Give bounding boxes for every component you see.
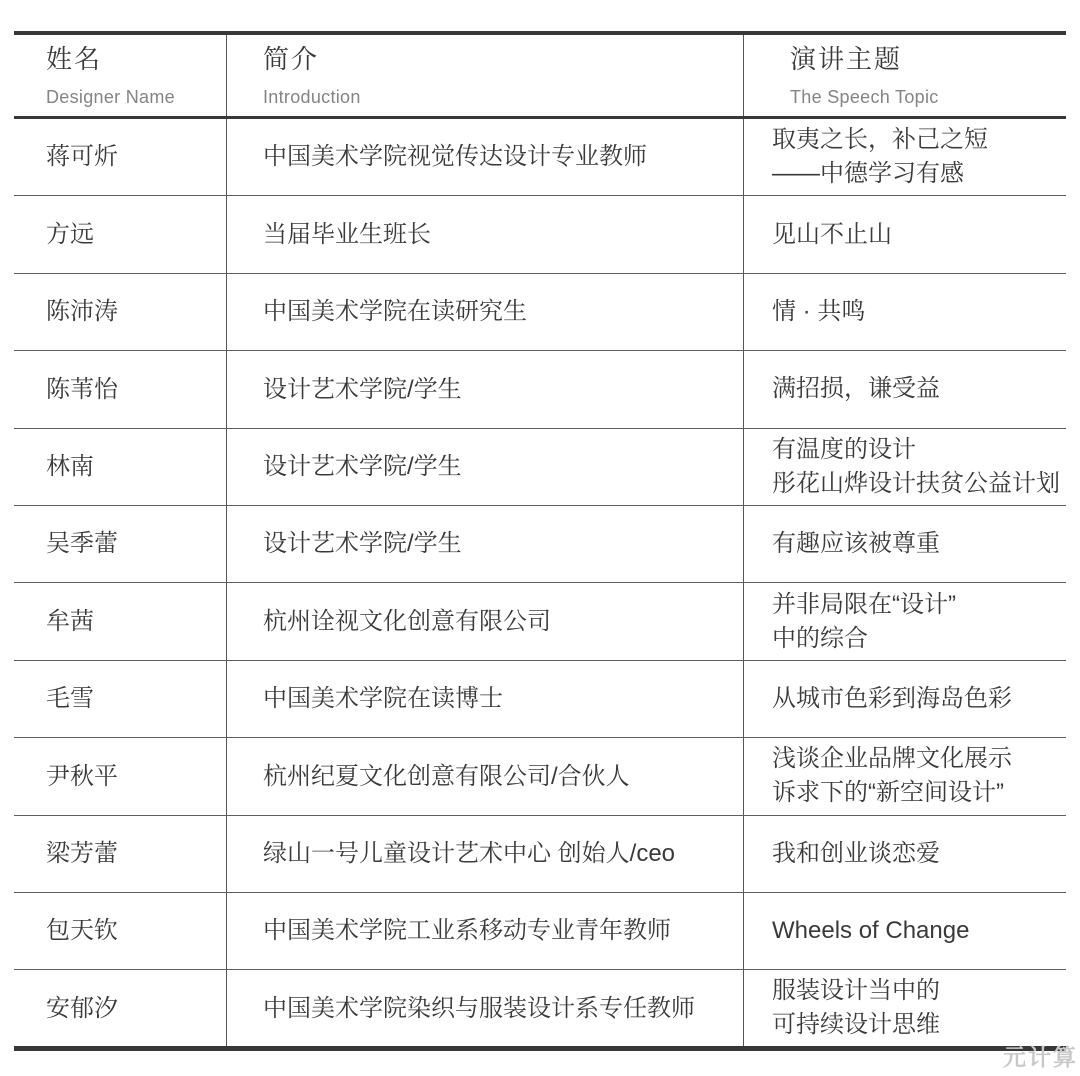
column-subtitle: The Speech Topic	[790, 86, 939, 107]
topic-line: 我和创业谈恋爱	[772, 839, 940, 867]
speech-topic-cell	[743, 119, 1066, 195]
designer-name-cell: 方远	[46, 220, 94, 248]
table-row	[14, 119, 1066, 196]
topic-line: 并非局限在“设计”	[772, 590, 956, 618]
topic-line: 彤花山烨设计扶贫公益计划	[772, 469, 1060, 497]
watermark: 元计算	[1003, 1044, 1078, 1070]
table-row	[14, 429, 1066, 506]
speech-topic-cell	[743, 893, 1066, 969]
table-row	[14, 274, 1066, 351]
speech-topic-cell	[743, 351, 1066, 427]
table-row	[14, 583, 1066, 660]
table-header-row	[14, 35, 1066, 119]
speech-topic-cell	[743, 583, 1066, 659]
column-subtitle: Designer Name	[46, 86, 175, 107]
column-header-designer-name	[14, 35, 226, 116]
column-title: 简介	[263, 44, 320, 75]
designer-name-cell: 尹秋平	[46, 762, 118, 790]
column-subtitle: Introduction	[263, 86, 361, 107]
column-title: 演讲主题	[790, 44, 903, 75]
designer-name-cell: 安郁汐	[46, 994, 118, 1022]
topic-line: 浅谈企业品牌文化展示	[772, 745, 1012, 773]
designer-name-cell: 牟茜	[46, 607, 94, 635]
speech-topic-cell	[743, 816, 1066, 892]
column-title: 姓名	[46, 44, 103, 75]
introduction-cell: 中国美术学院染织与服装设计系专任教师	[226, 970, 743, 1046]
speech-topic-cell	[743, 196, 1066, 272]
topic-line: 有温度的设计	[772, 435, 916, 463]
introduction-cell: 中国美术学院工业系移动专业青年教师	[226, 893, 743, 969]
table-row	[14, 351, 1066, 428]
topic-line: 情 · 共鸣	[772, 297, 866, 325]
introduction-cell: 设计艺术学院/学生	[226, 351, 743, 427]
table-row	[14, 816, 1066, 893]
introduction-cell: 绿山一号儿童设计艺术中心 创始人/ceo	[226, 816, 743, 892]
speech-topic-cell	[743, 274, 1066, 350]
introduction-cell: 杭州诠视文化创意有限公司	[226, 583, 743, 659]
column-header-introduction	[226, 35, 743, 116]
topic-line: 满招损，谦受益	[772, 375, 940, 403]
introduction-cell: 当届毕业生班长	[226, 196, 743, 272]
table-row	[14, 738, 1066, 815]
introduction-cell: 设计艺术学院/学生	[226, 506, 743, 582]
table-row	[14, 893, 1066, 970]
designer-name-cell: 毛雪	[46, 685, 94, 713]
speech-topic-cell	[743, 429, 1066, 505]
table-row	[14, 661, 1066, 738]
column-header-speech-topic	[743, 35, 1066, 116]
introduction-cell: 中国美术学院视觉传达设计专业教师	[226, 119, 743, 195]
designer-name-cell: 包天钦	[46, 917, 118, 945]
topic-line: 从城市色彩到海岛色彩	[772, 684, 1012, 712]
designer-name-cell: 陈苇怡	[46, 375, 118, 403]
introduction-cell: 设计艺术学院/学生	[226, 429, 743, 505]
designer-name-cell: 林南	[46, 452, 94, 480]
topic-line: Wheels of Change	[772, 917, 970, 945]
speakers-table	[14, 31, 1066, 1051]
designer-name-cell: 吴季蕾	[46, 530, 118, 558]
table-row	[14, 506, 1066, 583]
speech-topic-cell	[743, 970, 1066, 1046]
introduction-cell: 中国美术学院在读研究生	[226, 274, 743, 350]
topic-line: ——中德学习有感	[772, 160, 964, 188]
table-row	[14, 196, 1066, 273]
table-body	[14, 119, 1066, 1046]
designer-name-cell: 陈沛涛	[46, 298, 118, 326]
topic-line: 有趣应该被尊重	[772, 530, 940, 558]
introduction-cell: 杭州纪夏文化创意有限公司/合伙人	[226, 738, 743, 814]
topic-line: 诉求下的“新空间设计”	[772, 779, 1004, 807]
topic-line: 可持续设计思维	[772, 1011, 940, 1039]
topic-line: 中的综合	[772, 624, 868, 652]
speech-topic-cell	[743, 661, 1066, 737]
table-row	[14, 970, 1066, 1046]
designer-name-cell: 梁芳蕾	[46, 839, 118, 867]
speech-topic-cell	[743, 506, 1066, 582]
designer-name-cell: 蒋可炘	[46, 143, 118, 171]
speech-topic-cell	[743, 738, 1066, 814]
introduction-cell: 中国美术学院在读博士	[226, 661, 743, 737]
topic-line: 见山不止山	[772, 220, 892, 248]
topic-line: 取夷之长，补己之短	[772, 126, 988, 154]
topic-line: 服装设计当中的	[772, 977, 940, 1005]
